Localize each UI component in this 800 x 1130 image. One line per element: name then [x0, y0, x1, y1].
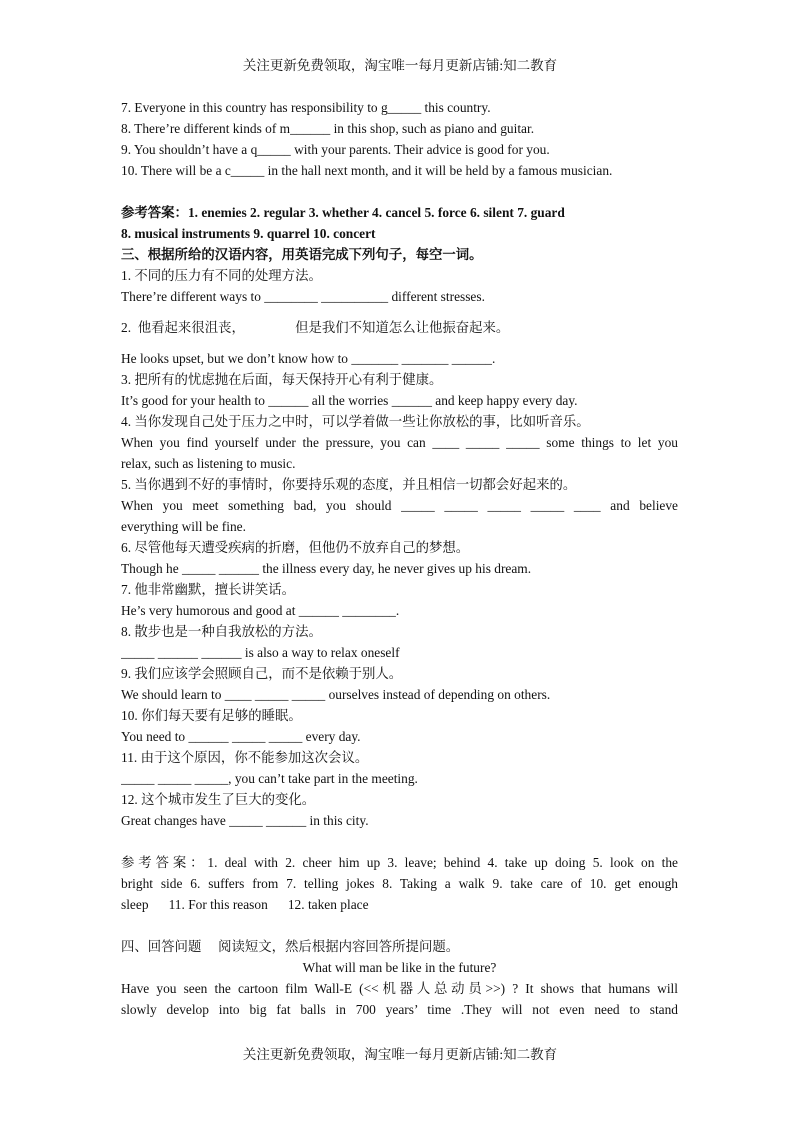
exercise-line-8: 8. There’re different kinds of m______ in this shop, such as piano and guitar.	[121, 121, 535, 136]
q8-english: _____ ______ ______ is also a way to relax oneself	[121, 645, 400, 660]
q4-english-cont: relax, such as listening to music.	[121, 456, 296, 471]
q5-english: When you meet something bad, you should _____ _____ _____ _____ ____ and believe	[121, 498, 678, 513]
exercise-line-7: 7. Everyone in this country has responsibility to g_____ this country.	[121, 100, 491, 115]
page-header: 关注更新免费领取，淘宝唯一每月更新店铺:知二教育	[242, 58, 558, 73]
answer-key-3: 参考答案：1. deal with 2. cheer him up 3. leave; behind 4. take up doing 5. look on the	[121, 855, 678, 870]
exercise-line-10: 10. There will be a c_____ in the hall next month, and it will be held by a famous musician.	[121, 163, 613, 178]
passage-line-2: slowly develop into big fat balls in 700 years’ time .They will not even need to stand	[121, 1002, 678, 1017]
q5-english-cont: everything will be fine.	[121, 519, 246, 534]
q3-chinese: 3. 把所有的忧虑抛在后面，每天保持开心有利于健康。	[121, 372, 443, 387]
q7-english: He’s very humorous and good at ______ ________.	[121, 603, 400, 618]
q6-chinese: 6. 尽管他每天遭受疾病的折磨，但他仍不放弃自己的梦想。	[121, 540, 470, 555]
q6-english: Though he _____ ______ the illness every day, he never gives up his dream.	[121, 561, 532, 576]
q4-english: When you find yourself under the pressure, you can ____ _____ _____ some things to let you	[121, 435, 678, 450]
q2-chinese: 2. 他看起来很沮丧， 但是我们不知道怎么让他振奋起来。	[121, 320, 510, 335]
section-3-heading: 三、根据所给的汉语内容，用英语完成下列句子，每空一词。	[121, 247, 483, 262]
page-footer: 关注更新免费领取，淘宝唯一每月更新店铺:知二教育	[242, 1047, 558, 1062]
exercise-line-9: 9. You shouldn’t have a q_____ with your parents. Their advice is good for you.	[121, 142, 550, 157]
q11-chinese: 11. 由于这个原因，你不能参加这次会议。	[121, 750, 369, 765]
q3-english: It’s good for your health to ______ all the worries ______ and keep happy every day.	[121, 393, 578, 408]
passage-title: What will man be like in the future?	[302, 960, 497, 975]
q10-chinese: 10. 你们每天要有足够的睡眠。	[121, 708, 302, 723]
q12-chinese: 12. 这个城市发生了巨大的变化。	[121, 792, 316, 807]
q1-english: There’re different ways to ________ __________ different stresses.	[121, 289, 485, 304]
q9-chinese: 9. 我们应该学会照顾自己，而不是依赖于别人。	[121, 666, 403, 681]
answer-key-2-cont: 8. musical instruments 9. quarrel 10. concert	[121, 226, 376, 241]
q1-chinese: 1. 不同的压力有不同的处理方法。	[121, 268, 322, 283]
answer-key-3-end: sleep 11. For this reason 12. taken place	[121, 897, 369, 912]
q10-english: You need to ______ _____ _____ every day.	[121, 729, 361, 744]
answer-key-3-cont: bright side 6. suffers from 7. telling jokes 8. Taking a walk 9. take care of 10. get enough	[121, 876, 678, 891]
section-4-heading: 四、回答问题 阅读短文，然后根据内容回答所提问题。	[121, 939, 460, 954]
q5-chinese: 5. 当你遇到不好的事情时，你要持乐观的态度，并且相信一切都会好起来的。	[121, 477, 577, 492]
passage-line-1: Have you seen the cartoon film Wall-E (<<机器人总动员>>) ? It shows that humans will	[121, 981, 678, 996]
q4-chinese: 4. 当你发现自己处于压力之中时，可以学着做一些让你放松的事，比如听音乐。	[121, 414, 590, 429]
q8-chinese: 8. 散步也是一种自我放松的方法。	[121, 624, 322, 639]
q11-english: _____ _____ _____, you can’t take part in the meeting.	[121, 771, 418, 786]
q9-english: We should learn to ____ _____ _____ ourselves instead of depending on others.	[121, 687, 551, 702]
q7-chinese: 7. 他非常幽默，擅长讲笑话。	[121, 582, 296, 597]
answer-key-2: 参考答案：1. enemies 2. regular 3. whether 4. cancel 5. force 6. silent 7. guard	[121, 205, 565, 220]
q12-english: Great changes have _____ ______ in this city.	[121, 813, 369, 828]
q2-english: He looks upset, but we don’t know how to _______ _______ ______.	[121, 351, 496, 366]
